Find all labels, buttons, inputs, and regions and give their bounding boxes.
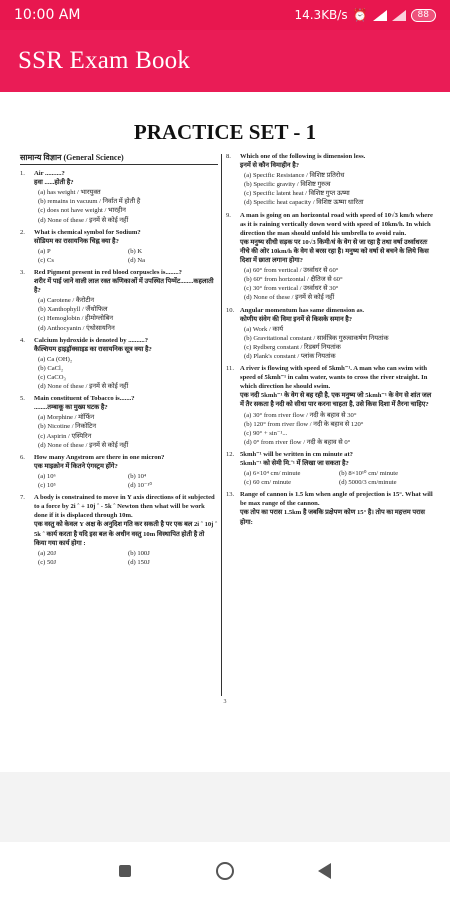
option-item: (a) has weight / भारयुक्त	[38, 189, 101, 197]
question-item	[20, 228, 218, 265]
option-item: (d) 150J	[128, 558, 150, 566]
document-title: PRACTICE SET - 1	[133, 120, 317, 144]
question-number: 12.	[226, 450, 235, 458]
question-body	[34, 453, 218, 490]
alarm-icon: ⏰	[352, 8, 368, 22]
option-item: (d) None of these / इनमें से कोई नहीं	[244, 294, 335, 302]
option-item: (c) Rydberg constant / रिडबर्ग नियतांक	[244, 343, 341, 351]
question-item	[226, 490, 434, 527]
status-time: 10:00 AM	[14, 7, 81, 23]
option-item: (b) 100J	[128, 549, 150, 557]
status-icons	[294, 8, 436, 22]
question-number: 8.	[226, 153, 231, 160]
question-body	[34, 169, 218, 225]
option-item: (b) CaCl₂	[38, 364, 64, 372]
question-text: A body is constrained to move in Y axis directions of it subjected to a force by 2i ˆ + 10j ˆ - 5k ˆ Newton then what will be work done if it is displaced through 10m.	[34, 494, 215, 520]
options-list	[240, 469, 434, 487]
option-item: (c) 90° + sin⁻¹...	[244, 429, 288, 437]
option-item: (d) Na	[128, 256, 146, 264]
question-text-hindi: एक तोप का परास 1.5km है जबकि प्रक्षेपण कोण 15° है। तोप का महत्तम परास होगा:	[240, 509, 426, 526]
question-body	[240, 364, 434, 447]
option-item: (b) K	[128, 247, 143, 255]
option-item: (d) Plank's constant / प्लांक नियतांक	[244, 352, 336, 360]
net-speed: 14.3KB/s	[294, 8, 348, 22]
question-text: Range of cannon is 1.5 km when angle of projection is 15°. What will be max range of the cannon.	[240, 491, 433, 508]
question-text: Main constituent of Tobacco is.......?	[34, 395, 135, 403]
option-item: (d) 0° from river flow / नदी के बहाव से 0°	[244, 438, 351, 446]
option-item: (a) 20J	[38, 549, 57, 557]
option-item: (c) Cs	[38, 256, 54, 264]
options-list	[240, 411, 434, 447]
option-item: (b) 120° from river flow / नदी के बहाव से 120°	[244, 420, 364, 428]
signal-icon	[373, 10, 387, 21]
option-item: (c) does not have weight / भारहीन	[38, 207, 126, 215]
options-list	[240, 325, 434, 361]
page-number: 3	[223, 699, 227, 705]
question-item	[226, 152, 434, 208]
option-item: (c) Hemoglobin / हीमोग्लोबिन	[38, 315, 114, 323]
question-text-hindi: ........तम्बाकू का मुख्य घटक है?	[34, 404, 108, 412]
back-button[interactable]	[310, 856, 340, 886]
question-number: 4.	[20, 336, 25, 344]
option-item: (d) None of these / इनमें से कोई नहीं	[38, 383, 129, 391]
question-text: Which one of the following is dimension less.	[240, 153, 366, 160]
viewer-background	[0, 772, 450, 842]
question-text-hindi: कैल्शियम हाइड्रॉक्साइड का रासायनिक सूत्र क्या है?	[34, 345, 152, 353]
option-item: (a) 6×10⁴ cm/ minute	[244, 470, 301, 478]
question-item	[20, 453, 218, 490]
question-number: 7.	[20, 494, 25, 502]
question-number: 6.	[20, 453, 25, 461]
question-text-hindi: एक नदी 5kmh⁻¹ के वेग से बह रही है, एक मनुष्य जो 5kmh⁻¹ के वेग से शांत जल में तैर सकता है नदी को सीधा पार करना चाहता है, उसे किस दिशा में तैरना चाहिए?	[240, 392, 432, 409]
question-item	[226, 450, 434, 487]
option-item: (a) P	[38, 247, 51, 255]
question-number: 9.	[226, 211, 231, 219]
question-text-hindi: कोणीय संवेग की विमा इनमें से किसके समान है?	[240, 315, 353, 323]
question-body	[240, 450, 434, 487]
option-item: (b) 10⁴	[128, 472, 147, 480]
option-item: (a) Morphine / मॉर्फिन	[38, 414, 95, 422]
option-item: (c) Specific latent heat / विशिष्ट गुप्त ऊष्मा	[244, 190, 350, 198]
question-text-hindi: इनमें से कौन विमाहीन है?	[240, 162, 300, 170]
option-item: (d) 5000/3 cm/minute	[339, 479, 397, 487]
system-nav-bar	[0, 842, 450, 900]
question-number: 1.	[20, 170, 25, 178]
options-list	[34, 472, 218, 490]
question-text-hindi: एक वस्तु को केवल Y अक्ष के अनुदिश गति कर सकती है पर एक बल 2i ˆ 10j ˆ 5k ˆ कार्य करता है यदि इस बल के अधीन वस्तु 10m विस्थापित होती है तो किया गया कार्य होगा :	[34, 521, 218, 547]
option-item: (d) None of these / इनमें से कोई नहीं	[38, 216, 129, 224]
question-text-hindi: 5kmh⁻¹ को सेमी मि.⁻¹ में लिखा जा सकता है?	[240, 460, 349, 467]
options-list	[34, 549, 218, 567]
option-item: (a) Carotene / कैरोटीन	[38, 297, 95, 305]
options-list	[240, 171, 434, 207]
circle-icon	[216, 862, 234, 880]
option-item: (d) 10⁻¹⁰	[128, 482, 153, 490]
left-column	[20, 152, 218, 570]
document-page[interactable]	[0, 92, 450, 772]
option-item: (a) Work / कार्य	[244, 325, 284, 333]
right-column	[226, 152, 434, 531]
option-item: (d) None of these / इनमें से कोई नहीं	[38, 441, 129, 449]
app-title: SSR Exam Book	[18, 47, 191, 74]
option-item: (c) 10⁵	[38, 482, 56, 490]
option-item: (a) 60° from vertical / उर्ध्वाधर से 60°	[244, 267, 339, 275]
question-text-hindi: सोडियम का रासायनिक चिह्न क्या है?	[34, 237, 119, 245]
section-heading: सामान्य विज्ञान (General Science)	[20, 152, 218, 165]
option-item: (b) Nicotine / निकोटिन	[38, 423, 96, 431]
question-text: Air ..........?	[34, 170, 65, 178]
question-body	[34, 493, 218, 567]
option-item: (b) Xanthophyll / जैंथोफिल	[38, 306, 108, 314]
question-text: Red Pigment present in red blood corpuscles is........?	[34, 268, 182, 276]
back-triangle-icon	[318, 863, 332, 879]
question-body	[34, 228, 218, 265]
question-text-hindi: शरीर में पाई जाने वाली लाल रक्त कणिकाओं में उपस्थित पिग्मेंट........कहलाती है?	[34, 278, 214, 295]
question-number: 2.	[20, 228, 25, 236]
question-number: 13.	[226, 491, 235, 499]
option-item: (b) 60° from horizontal / क्षैतिज से 60°	[244, 276, 343, 284]
question-number: 10.	[226, 306, 235, 314]
question-item	[20, 169, 218, 225]
question-item	[226, 306, 434, 362]
option-item: (c) Aspirin / एस्पिरिन	[38, 432, 92, 440]
question-number: 5.	[20, 395, 25, 403]
question-body	[34, 394, 218, 450]
option-item: (a) 30° from river flow / नदी के बहाव से 30°	[244, 411, 357, 419]
home-button[interactable]	[210, 856, 240, 886]
question-body	[34, 336, 218, 392]
options-list	[240, 266, 434, 302]
question-item	[20, 268, 218, 333]
question-item	[226, 364, 434, 447]
app-bar	[0, 30, 450, 92]
left-question-list	[20, 169, 218, 567]
status-bar	[0, 0, 450, 30]
option-item: (c) CaCO₃	[38, 374, 66, 381]
option-item: (c) 50J	[38, 558, 57, 566]
options-list	[34, 247, 218, 265]
question-body	[240, 306, 434, 362]
option-item: (a) Ca (OH)₂	[38, 355, 73, 363]
option-item: (b) remains in vacuum / निर्वात में होती है	[38, 198, 141, 206]
battery-icon: 88	[411, 9, 436, 22]
question-body	[240, 490, 434, 527]
question-text: 5kmh⁻¹ will be written in cm minute at?	[240, 450, 353, 458]
question-body	[240, 152, 434, 208]
signal-icon-2	[392, 10, 406, 21]
question-body	[34, 268, 218, 333]
question-text-hindi: एक माइक्रोन में कितने एंगस्ट्रम होंगे?	[34, 462, 118, 470]
question-item	[20, 394, 218, 450]
options-list	[34, 355, 218, 391]
question-text-hindi: एक मनुष्य सीधी सड़क पर 10√3 किमी/घं के वेग से जा रहा है तथा वर्षा उर्ध्वाधरतः नीचे की ओर 10km/h के वेग से बरस रहा है। मनुष्य को वर्षा से बचने के लिये किस दिशा में छाता लगाना होगा?	[240, 238, 429, 265]
option-item: (d) Anthocyanin / एंथोसायनिन	[38, 324, 115, 332]
option-item: (b) Gravitational constant / सार्वत्रिक गुरुत्वाकर्षण नियतांक	[244, 334, 389, 342]
question-number: 3.	[20, 268, 25, 276]
option-item: (c) 60 cm/ minute	[244, 479, 292, 487]
question-item	[226, 211, 434, 303]
option-item: (d) Specific heat capacity / विशिष्ट ऊष्मा धारिता	[244, 199, 364, 207]
options-list	[34, 188, 218, 224]
question-text: A man is going on an horizontal road with speed of 10√3 km/h where as it is raining vertically down word with speed of 10km/h. In which direction the man should unfold his umbrella to avoid rain.	[240, 211, 433, 237]
options-list	[34, 413, 218, 449]
question-body	[240, 211, 434, 303]
recents-button[interactable]	[110, 856, 140, 886]
question-number: 11.	[226, 365, 234, 373]
options-list	[34, 296, 218, 332]
question-text: Angular momentum has same dimension as.	[240, 306, 365, 314]
option-item: (b) 8×10¹⁰ cm/ minute	[339, 470, 399, 478]
option-item: (b) Specific gravity / विशिष्ट गुरुत्व	[244, 181, 331, 189]
question-text: What is chemical symbol for Sodium?	[34, 228, 141, 236]
question-item	[20, 493, 218, 567]
question-text: Calcium hydroxide is denoted by ..........?	[34, 336, 148, 344]
option-item: (c) 30° from vertical / उर्ध्वाधर से 30°	[244, 285, 339, 293]
question-text-hindi: हवा ......होती है?	[34, 179, 74, 187]
column-divider	[221, 154, 222, 696]
option-item: (a) Specific Resistance / विशिष्ट प्रतिरोध	[244, 172, 345, 180]
question-item	[20, 336, 218, 392]
question-text: How many Angstrom are there in one micron?	[34, 453, 165, 461]
question-text: A river is flowing with speed of 5kmh⁻¹. A man who can swim with speed of 5kmh⁻¹ in calm water, wants to cross the river straight. In which direction he should swim.	[240, 365, 428, 391]
square-icon	[119, 865, 131, 877]
right-question-list	[226, 152, 434, 528]
option-item: (a) 10⁶	[38, 472, 56, 480]
